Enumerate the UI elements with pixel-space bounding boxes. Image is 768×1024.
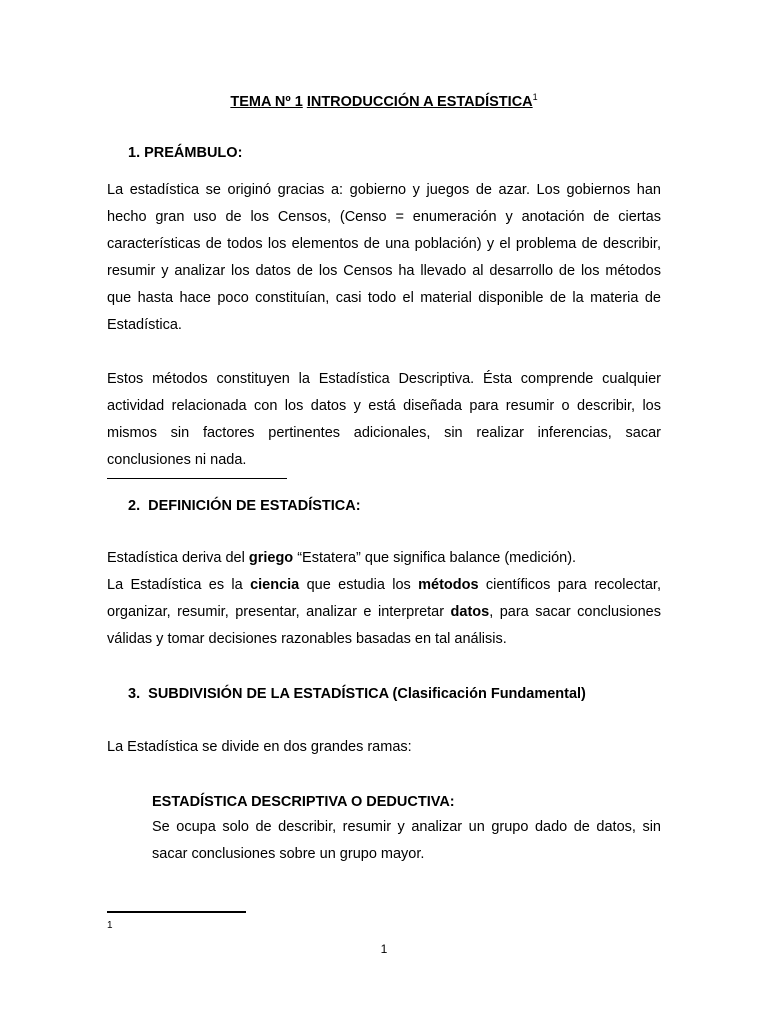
title-intro: INTRODUCCIÓN A ESTADÍSTICA: [306, 93, 533, 110]
section-3-number: 3.: [128, 686, 141, 702]
section-1-paragraph-1: La estadística se originó gracias a: gobierno y juegos de azar. Los gobiernos han hecho gran uso de los Censos, (Censo = enumeración y anotación de ciertas características de todos los elementos de una población) y el problema de describir, resumir y analizar los datos de los Censos ha llevado al desarrollo de los métodos que hasta hace poco constituían, casi todo el material disponible de la materia de Estadística.: [107, 182, 661, 333]
section-1-paragraph-2: Estos métodos constituyen la Estadística Descriptiva. Ésta comprende cualquier actividad relacionada con los datos y está diseñada para resumir o describir, los mismos sin factores pertinentes adicionales, sin realizar inferencias, sacar conclusiones ni nada.: [107, 371, 661, 468]
text-run: Estadística deriva del: [107, 550, 249, 566]
bold-term-ciencia: ciencia: [250, 577, 300, 593]
section-3-heading: [128, 686, 586, 702]
section-1-heading: 1. PREÁMBULO:: [128, 145, 243, 161]
document-title: [0, 92, 768, 110]
text-run: que estudia los: [299, 577, 419, 593]
text-run: La Estadística es la: [107, 577, 251, 593]
bold-term-metodos: métodos: [418, 577, 479, 593]
section-3-intro: La Estadística se divide en dos grandes ramas:: [107, 739, 412, 755]
section-2-definition: [107, 572, 661, 653]
section-2-heading: [128, 498, 361, 514]
text-run: científicos para recolectar, organizar, resumir, presentar, analizar e interpretar: [107, 577, 661, 620]
title-tema: TEMA Nº 1: [230, 93, 303, 110]
subsection-heading: ESTADÍSTICA DESCRIPTIVA O DEDUCTIVA:: [152, 794, 455, 810]
footnote-number: 1: [107, 920, 113, 931]
footnote-separator: [107, 911, 246, 913]
page-number: 1: [380, 942, 388, 956]
bold-term-datos: datos: [450, 604, 490, 620]
section-2-line-1: [107, 545, 661, 572]
text-run: “Estatera” que significa balance (medición).: [293, 550, 577, 566]
bold-term-griego: griego: [248, 550, 294, 566]
text-run: , para sacar conclusiones válidas y tomar decisiones razonables basadas en tal análisis.: [107, 604, 661, 647]
footnote-reference[interactable]: 1: [532, 92, 538, 102]
subsection-text: Se ocupa solo de describir, resumir y analizar un grupo dado de datos, sin sacar conclusiones sobre un grupo mayor.: [152, 819, 661, 862]
inline-divider: [107, 478, 287, 479]
section-3-title: SUBDIVISIÓN DE LA ESTADÍSTICA (Clasificación Fundamental): [148, 686, 586, 702]
section-2-number: 2.: [128, 498, 141, 514]
section-2-title: DEFINICIÓN DE ESTADÍSTICA:: [148, 498, 361, 514]
